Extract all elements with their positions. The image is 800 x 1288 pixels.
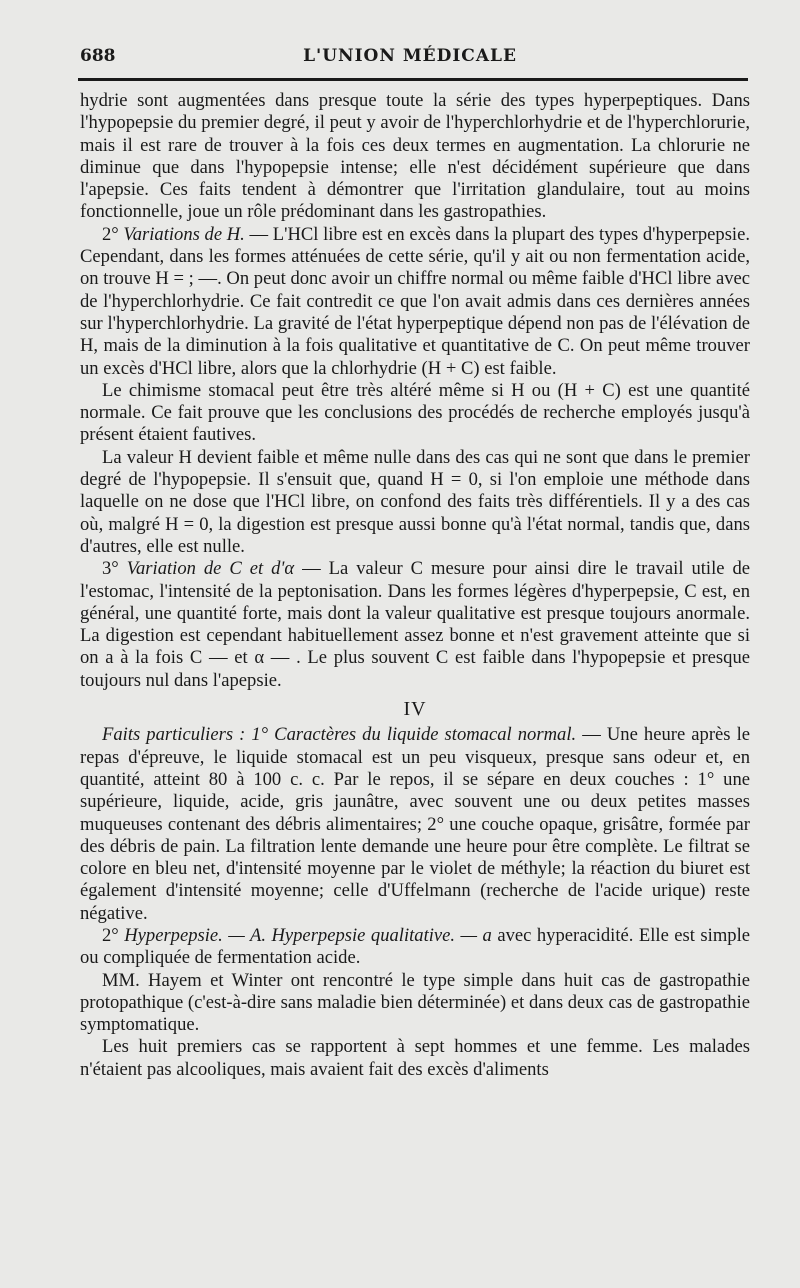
header-rule	[78, 78, 748, 81]
paragraph-7-heading: Hyperpepsie. — A. Hyperpepsie qualitative. — a	[124, 924, 492, 946]
paragraph-4: La valeur H devient faible et même nulle dans des cas qui ne sont que dans le premier degré de l'hypopepsie. Il s'ensuit que, quand H = 0, si l'on emploie une méthode dans laquelle on ne dose que l'HCl libre, on confond des faits très différentiels. Il y a des cas où, malgré H = 0, la digestion est presque aussi bonne qu'à l'état normal, tandis que, dans d'autres, elle est nulle.	[80, 446, 750, 557]
paragraph-6-text: — Une heure après le repas d'épreuve, le liquide stomacal est un peu visqueux, presque sans odeur et, en quantité, atteint 80 à 100 c. c. Par le repos, il se sépare en deux couches : 1° une supérieure, liquide, acide, gris jaunâtre, avec souvent une ou deux petites masses muqueuses contenant des débris alimentaires; 2° une couche opaque, grisâtre, formée par des débris de pain. La filtration lente demande une heure pour être complète. Le filtrat se colore en bleu net, d'intensité moyenne par le violet de méthyle; la réaction du biuret est également d'intensité moyenne; celle d'Uffelmann (recherche de l'acide urique) reste négative.	[80, 724, 750, 924]
paragraph-6-heading: Faits particuliers : 1° Caractères du liquide stomacal normal.	[102, 724, 577, 746]
paragraph-5-label: 3°	[102, 558, 127, 580]
paragraph-2-label: 2°	[102, 223, 124, 245]
paragraph-5-text: — La valeur C mesure pour ainsi dire le travail utile de l'estomac, l'intensité de la peptonisation. Dans les formes légères d'hyperpepsie, C est, en général, une quantité forte, mais dont la valeur qualitative est presque toujours anormale. La digestion est cependant habituellement assez bonne et n'est gravement atteinte que si on a à la fois C — et α — . Le plus souvent C est faible dans l'hypopepsie et presque toujours nul dans l'apepsie.	[80, 558, 751, 691]
section-heading: IV	[403, 698, 427, 721]
paragraph-8: MM. Hayem et Winter ont rencontré le type simple dans huit cas de gastropathie protopathique (c'est-à-dire sans maladie bien déterminée) et dans deux cas de gastropathie symptomatique.	[80, 969, 750, 1036]
paragraph-1: hydrie sont augmentées dans presque toute la série des types hyperpeptiques. Dans l'hypopepsie du premier degré, il peut y avoir de l'hyperchlorhydrie et de l'hyperchlorurie, mais il est rare de trouver à la fois ces deux termes en augmentation. La chlorurie ne diminue que dans l'hypopepsie intense; elle n'est décidément supérieure que dans l'apepsie. Ces faits tendent à démontrer que l'irritation glandulaire, tout au moins fonctionnelle, joue un rôle prédominant dans les gastropathies.	[80, 90, 750, 223]
paragraph-5	[80, 558, 750, 692]
article-body	[80, 90, 750, 1081]
running-head: L'UNION MÉDICALE	[303, 46, 517, 66]
page-number: 688	[80, 46, 116, 66]
paragraph-9: Les huit premiers cas se rapportent à sept hommes et une femme. Les malades n'étaient pas alcooliques, mais avaient fait des excès d'aliments	[80, 1036, 750, 1080]
paragraph-5-heading: Variation de C et d'α	[126, 558, 295, 580]
paragraph-7-text: avec hyperacidité. Elle est simple ou compliquée de fermentation acide.	[80, 924, 750, 969]
paragraph-6	[80, 724, 750, 925]
paragraph-2	[80, 224, 750, 380]
paragraph-7	[80, 925, 750, 970]
page-header	[70, 44, 750, 74]
paragraph-3: Le chimisme stomacal peut être très altéré même si H ou (H + C) est une quantité normale. Ce fait prouve que les conclusions des procédés de recherche employés jusqu'à présent étaient fautives.	[80, 379, 750, 446]
paragraph-2-heading: Variations de H.	[123, 223, 245, 245]
paragraph-2-text: — L'HCl libre est en excès dans la plupart des types d'hyperpepsie. Cependant, dans les formes atténuées de cette série, qu'il y ait ou non fermentation acide, on trouve H = ; —. On peut donc avoir un chiffre normal ou même faible d'HCl libre avec de l'hyperchlorhydrie. Ce fait contredit ce que l'on avait admis dans ces dernières années sur l'hyperchlorhydrie. La gravité de l'état hyperpeptique dépend non pas de l'élévation de H, mais de la diminution à la fois qualitative et quantitative de C. On peut même trouver un excès d'HCl libre, alors que la chlorhydrie (H + C) est faible.	[80, 223, 750, 379]
paragraph-7-label: 2°	[102, 924, 125, 946]
